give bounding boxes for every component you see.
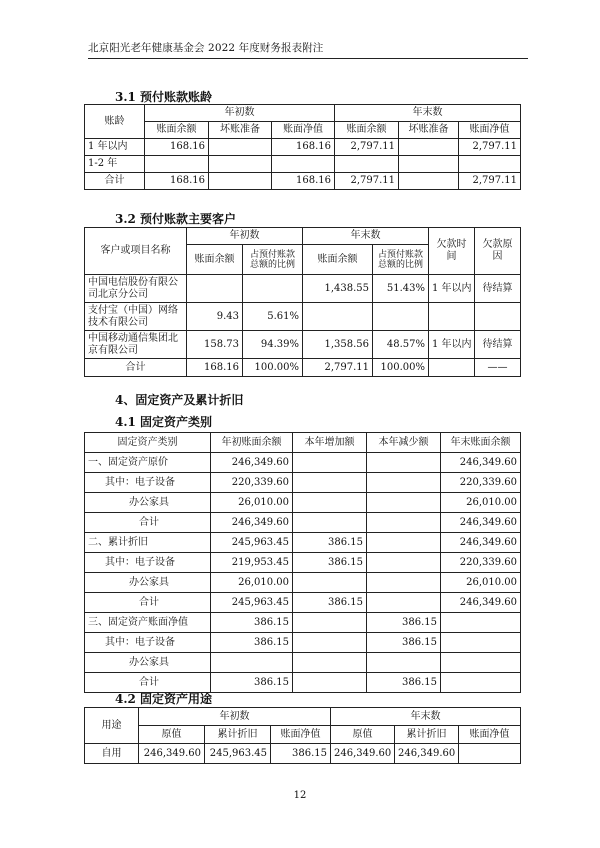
table-cell [373,303,429,331]
header-cell: 账面净值 [459,122,521,139]
table-cell: 26,010.00 [441,573,521,593]
row-label: 1-2 年 [85,156,145,173]
table-cell: —— [475,359,521,377]
table-cell [293,573,367,593]
table-cell [293,513,367,533]
table-cell [243,275,303,303]
table-row [85,493,521,513]
table-cell: 246,349.60 [441,593,521,613]
table-cell: 168.16 [145,139,209,156]
table-cell [441,653,521,673]
table-cell: 5.61% [243,303,303,331]
header-cell: 用途 [85,708,139,744]
row-label: 支付宝（中国）网络技术有限公司 [85,303,187,331]
table-cell: 219,953.45 [211,553,293,573]
header-cell: 本年减少额 [367,433,441,453]
row-label: 中国电信股份有限公司北京分公司 [85,275,187,303]
header-cell: 年末账面余额 [441,433,521,453]
table-cell: 386.15 [293,593,367,613]
table-cell [441,633,521,653]
table-cell [399,139,459,156]
table-cell: 386.15 [211,613,293,633]
table-row [85,593,521,613]
fixed-asset-usage-table [84,707,521,764]
row-label: 自用 [85,744,139,764]
header-cell: 累计折旧 [395,726,459,744]
table-cell: 245,963.45 [211,593,293,613]
table-cell [293,473,367,493]
table-cell [367,493,441,513]
header-cell: 账面余额 [187,245,243,275]
table-cell [399,173,459,190]
table-cell: 386.15 [293,553,367,573]
table-cell: 168.16 [272,173,335,190]
row-label: 1 年以内 [85,139,145,156]
table-cell: 246,349.60 [331,744,395,764]
section-title-3-1: 3.1 预付账款账龄 [115,90,213,104]
header-cell: 原值 [331,726,395,744]
table-row [85,275,521,303]
header-cell: 占预付账款总额的比例 [243,245,303,275]
page-number: 12 [293,790,307,801]
table-cell [399,156,459,173]
row-label: 办公家具 [85,573,211,593]
table-row [85,173,521,190]
table-cell: 386.15 [271,744,331,764]
header-cell: 账面净值 [272,122,335,139]
table-cell: 168.16 [187,359,243,377]
row-label: 其中：电子设备 [85,633,211,653]
table-cell: 1 年以内 [429,275,475,303]
table-cell: 2,797.11 [459,139,521,156]
table-cell: 2,797.11 [335,173,399,190]
table-cell [293,453,367,473]
table-cell [293,673,367,693]
table-cell [293,653,367,673]
table-cell: 220,339.60 [211,473,293,493]
table-cell: 220,339.60 [441,553,521,573]
table-row [85,653,521,673]
section-title-4-1: 4.1 固定资产类别 [115,415,213,429]
row-label: 合计 [85,173,145,190]
header-cell: 欠款时间 [429,228,475,275]
table-cell [145,156,209,173]
section-title-4: 4、固定资产及累计折旧 [115,393,244,407]
table-cell [367,553,441,573]
table-cell: 158.73 [187,331,243,359]
table-cell: 220,339.60 [441,473,521,493]
section-title-3-2: 3.2 预付账款主要客户 [115,212,237,226]
table-row [85,613,521,633]
table-cell: 386.15 [211,673,293,693]
table-cell: 246,349.60 [441,453,521,473]
table-cell: 2,797.11 [303,359,373,377]
header-cell: 固定资产类别 [85,433,211,453]
header-cell: 账面余额 [303,245,373,275]
table-cell: 245,963.45 [205,744,271,764]
table-cell: 168.16 [272,139,335,156]
row-label: 二、累计折旧 [85,533,211,553]
table-cell: 246,349.60 [441,513,521,533]
table-row [85,533,521,553]
table-cell: 246,349.60 [139,744,205,764]
table-cell [459,744,521,764]
table-cell: 待结算 [475,331,521,359]
table-row [85,139,521,156]
header-cell: 年末数 [331,708,521,726]
table-cell: 26,010.00 [211,573,293,593]
page-header: 北京阳光老年健康基金会 2022 年度财务报表附注 [88,40,528,59]
table-cell [303,303,373,331]
header-cell: 账面净值 [271,726,331,744]
table-cell [293,493,367,513]
header-cell: 账面净值 [459,726,521,744]
table-cell [367,473,441,493]
table-cell [367,593,441,613]
table-row [85,513,521,533]
row-label: 三、固定资产账面净值 [85,613,211,633]
header-cell: 年末数 [335,105,521,122]
table-cell [187,275,243,303]
table-row [85,553,521,573]
row-label: 其中：电子设备 [85,473,211,493]
table-row [85,573,521,593]
header-cell: 账面余额 [145,122,209,139]
table-cell: 386.15 [211,633,293,653]
table-cell: 2,797.11 [335,139,399,156]
table-cell: 94.39% [243,331,303,359]
header-cell: 坏账准备 [399,122,459,139]
table-row [85,359,521,377]
row-label: 合计 [85,593,211,613]
table-row [85,744,521,764]
table-cell: 51.43% [373,275,429,303]
table-cell [367,573,441,593]
table-cell [293,633,367,653]
header-cell: 累计折旧 [205,726,271,744]
table-cell: 168.16 [145,173,209,190]
table-cell [367,653,441,673]
header-cell: 客户或项目名称 [85,228,187,275]
table-cell: 246,349.60 [211,513,293,533]
row-label: 合计 [85,359,187,377]
row-label: 合计 [85,673,211,693]
header-cell: 年末数 [303,228,429,245]
header-cell: 年初数 [145,105,335,122]
table-cell [367,533,441,553]
table-cell: 2,797.11 [459,173,521,190]
row-label: 其中：电子设备 [85,553,211,573]
header-cell: 账龄 [85,105,145,139]
table-cell [441,673,521,693]
header-cell: 原值 [139,726,205,744]
header-cell: 年初账面余额 [211,433,293,453]
header-cell: 年初数 [139,708,331,726]
table-cell: 待结算 [475,275,521,303]
table-cell [272,156,335,173]
table-cell: 246,349.60 [441,533,521,553]
table-cell: 26,010.00 [441,493,521,513]
table-cell: 100.00% [373,359,429,377]
table-cell: 246,349.60 [395,744,459,764]
table-row [85,453,521,473]
table-cell: 386.15 [367,673,441,693]
header-cell: 年初数 [187,228,303,245]
table-cell [429,359,475,377]
table-cell: 386.15 [367,613,441,633]
table-cell [459,156,521,173]
table-cell: 48.57% [373,331,429,359]
table-cell [367,453,441,473]
table-cell [209,156,272,173]
header-cell: 账面余额 [335,122,399,139]
row-label: 办公家具 [85,493,211,513]
header-cell: 坏账准备 [209,122,272,139]
table-cell: 386.15 [367,633,441,653]
table-row [85,473,521,493]
prepaid-customers-table [84,227,521,377]
table-cell [441,613,521,633]
table-row [85,303,521,331]
table-cell [367,513,441,533]
table-cell [293,613,367,633]
row-label: 一、固定资产原价 [85,453,211,473]
row-label: 中国移动通信集团北京有限公司 [85,331,187,359]
table-cell [335,156,399,173]
table-cell: 1,438.55 [303,275,373,303]
table-row [85,331,521,359]
table-cell [209,139,272,156]
table-row [85,633,521,653]
table-cell: 386.15 [293,533,367,553]
row-label: 合计 [85,513,211,533]
table-cell: 1 年以内 [429,331,475,359]
section-title-4-2: 4.2 固定资产用途 [115,692,213,706]
prepaid-aging-table [84,104,521,190]
table-cell: 9.43 [187,303,243,331]
table-cell: 100.00% [243,359,303,377]
table-cell: 245,963.45 [211,533,293,553]
row-label: 办公家具 [85,653,211,673]
table-cell: 26,010.00 [211,493,293,513]
table-cell [475,303,521,331]
header-cell: 欠款原因 [475,228,521,275]
fixed-asset-category-table [84,432,521,693]
table-cell [211,653,293,673]
table-cell: 1,358.56 [303,331,373,359]
table-row [85,156,521,173]
header-cell: 占预付账款总额的比例 [373,245,429,275]
table-cell [209,173,272,190]
table-cell [429,303,475,331]
table-cell: 246,349.60 [211,453,293,473]
header-cell: 本年增加额 [293,433,367,453]
